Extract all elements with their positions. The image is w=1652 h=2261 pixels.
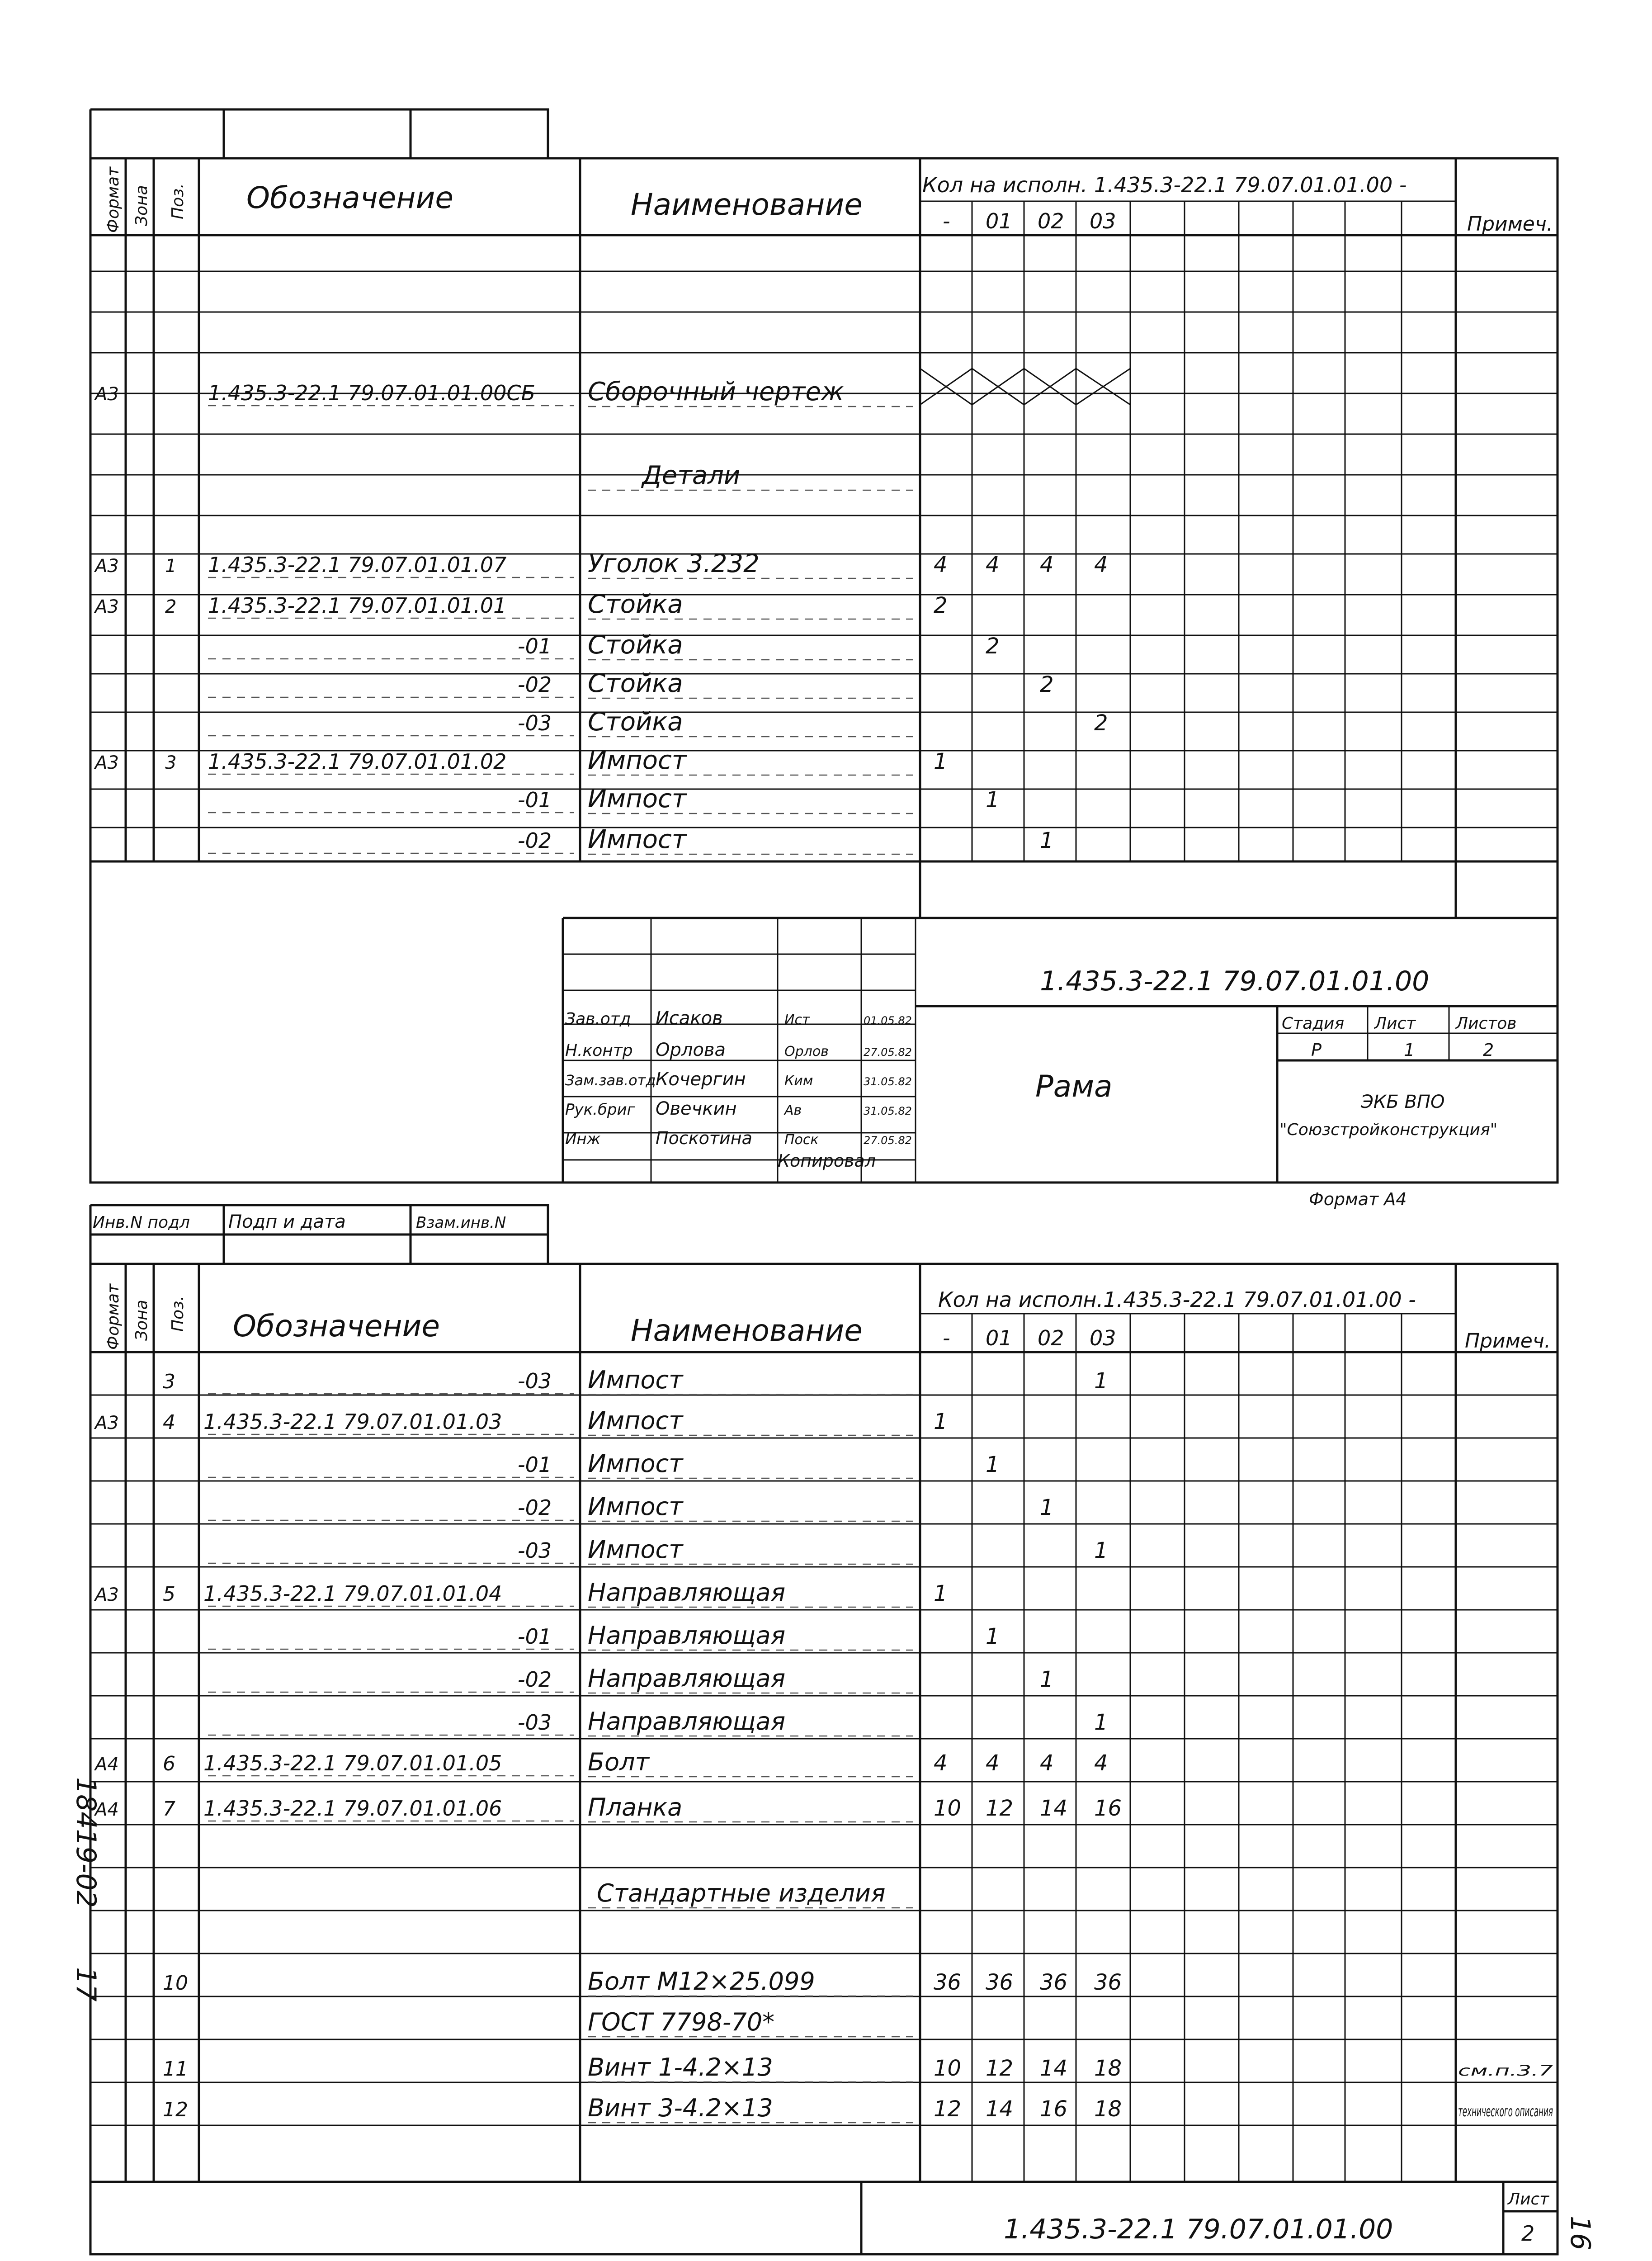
row-qty-1: 4 (986, 552, 1000, 577)
row-qty-3: 1 (1094, 1710, 1108, 1735)
row-name: Направляющая (588, 1578, 786, 1607)
inv-label: Инв.N подл (93, 1213, 190, 1232)
tb2-designation: 1.435.3-22.1 79.07.01.01.00 (1004, 2214, 1393, 2245)
row-format: A3 (95, 596, 119, 617)
row-name: Детали (642, 461, 741, 490)
org-line2: "Союзстройконструкция" (1279, 1121, 1498, 1139)
row-qty-0: 1 (934, 1581, 948, 1606)
row-qty-0: 4 (934, 552, 948, 577)
format-header-2: Формат (104, 1283, 123, 1350)
row-qty-1: 1 (986, 787, 1000, 813)
row-qty-0: 36 (934, 1970, 962, 1995)
roles-2: Зам.зав.отд (565, 1072, 656, 1089)
row-designation: 1.435.3-22.1 79.07.01.01.04 (203, 1581, 502, 1606)
row-pos: 11 (163, 2058, 188, 2081)
signature-0: Ист (784, 1012, 810, 1028)
name-header: Наименование (631, 187, 863, 222)
row-name: Импост (588, 825, 687, 854)
row-name: Направляющая (588, 1664, 786, 1693)
row-pos: 2 (165, 596, 177, 617)
row-designation: -01 (518, 788, 552, 812)
assembly-drawing-cross-marks (920, 369, 1130, 405)
roles-0: Зав.отд (565, 1010, 631, 1028)
date-0: 01.05.82 (864, 1014, 912, 1027)
page2-row-lines (90, 1395, 1558, 2182)
row-name: Импост (588, 1449, 683, 1478)
row-pos: 5 (163, 1583, 175, 1606)
row-qty-2: 16 (1040, 2096, 1068, 2122)
row-qty-1: 12 (986, 2056, 1014, 2081)
row-qty-0: 10 (934, 1796, 962, 1821)
date-3: 31.05.82 (864, 1105, 912, 1117)
row-name: ГОСТ 7798-70* (588, 2008, 775, 2036)
tb-designation: 1.435.3-22.1 79.07.01.01.00 (1040, 965, 1430, 997)
row-designation: 1.435.3-22.1 79.07.01.01.03 (203, 1410, 502, 1434)
variant-header-2-3: 03 (1090, 1326, 1116, 1350)
row-qty-3: 36 (1094, 1970, 1122, 1995)
stage-label: Стадия (1282, 1014, 1345, 1033)
variant-header-0: - (943, 209, 950, 233)
tb2-sheet-label: Лист (1508, 2190, 1549, 2209)
row-designation: -01 (518, 634, 552, 658)
row-designation: -02 (518, 828, 552, 853)
row-name: Стандартные изделия (597, 1879, 886, 1907)
row-qty-3: 1 (1094, 1368, 1108, 1394)
row-designation: 1.435.3-22.1 79.07.01.01.00СБ (208, 381, 536, 405)
row-name: Стойка (588, 669, 683, 698)
row-qty-1: 4 (986, 1750, 1000, 1776)
right-page-number: 16 (1564, 2216, 1596, 2251)
row-format: A4 (95, 1754, 119, 1775)
row-qty-1: 1 (986, 1624, 1000, 1649)
row-name: Импост (588, 1366, 683, 1394)
row-designation: -02 (518, 1667, 552, 1692)
row-pos: 10 (163, 1972, 188, 1995)
variant-header-2-0: - (943, 1326, 950, 1350)
row-qty-1: 12 (986, 1796, 1014, 1821)
row-designation: -02 (518, 1495, 552, 1520)
row-note: технического описания (1458, 2103, 1553, 2120)
row-designation: 1.435.3-22.1 79.07.01.01.05 (203, 1751, 502, 1775)
stage-value: Р (1311, 1040, 1322, 1060)
sheets-value: 2 (1483, 1040, 1494, 1060)
row-name: Планка (588, 1793, 683, 1821)
row-designation: -03 (518, 1538, 552, 1563)
signature-2: Ким (784, 1073, 813, 1089)
format-note-1: Формат А4 (1309, 1189, 1407, 1209)
signature-3: Ав (784, 1102, 802, 1118)
row-qty-1: 14 (986, 2096, 1014, 2122)
row-name: Стойка (588, 590, 683, 619)
names-1: Орлова (656, 1040, 726, 1060)
note-header: Примеч. (1467, 213, 1553, 236)
page-2 (90, 1205, 1558, 2254)
note-header-2: Примеч. (1465, 1329, 1551, 1353)
row-qty-3: 16 (1094, 1796, 1122, 1821)
row-pos: 7 (163, 1797, 175, 1821)
pos-header: Поз. (169, 183, 187, 219)
row-qty-3: 1 (1094, 1538, 1108, 1563)
names-3: Овечкин (656, 1098, 737, 1119)
row-name: Стойка (588, 630, 683, 660)
designation-header-2: Обозначение (233, 1309, 440, 1343)
row-designation: 1.435.3-22.1 79.07.01.01.06 (203, 1796, 502, 1821)
copied-label-1: Копировал (778, 1151, 876, 1171)
date-2: 31.05.82 (864, 1075, 912, 1088)
row-name: Импост (588, 746, 687, 775)
zone-header: Зона (132, 185, 151, 226)
row-designation: -01 (518, 1624, 552, 1649)
row-name: Направляющая (588, 1707, 786, 1736)
vzam-label: Взам.инв.N (416, 1214, 506, 1232)
row-qty-2: 14 (1040, 2056, 1068, 2081)
designation-header: Обозначение (246, 180, 453, 215)
row-pos: 4 (163, 1411, 175, 1434)
row-name: Направляющая (588, 1621, 786, 1650)
roles-1: Н.контр (565, 1041, 633, 1060)
row-designation: 1.435.3-22.1 79.07.01.01.01 (208, 593, 507, 618)
variant-header-1: 01 (986, 209, 1012, 233)
row-qty-2: 14 (1040, 1796, 1068, 1821)
row-name: Импост (588, 784, 687, 814)
zone-header-2: Зона (132, 1300, 151, 1341)
sheets-label: Листов (1456, 1014, 1517, 1033)
org-line1: ЭКБ ВПО (1361, 1092, 1445, 1112)
variant-header-2-1: 01 (986, 1326, 1012, 1350)
roles-3: Рук.бриг (565, 1101, 635, 1119)
row-name: Импост (588, 1406, 683, 1435)
row-name: Уголок 3.232 (588, 549, 760, 578)
row-qty-2: 1 (1040, 828, 1054, 853)
left-code: 18419-02 (70, 1777, 102, 1908)
row-pos: 1 (165, 556, 177, 577)
left-page-number: 17 (70, 1967, 102, 2002)
variant-header-2: 02 (1038, 209, 1064, 233)
row-note: см.п.3.7 (1458, 2062, 1554, 2079)
sheet-label: Лист (1374, 1014, 1416, 1033)
row-designation: 1.435.3-22.1 79.07.01.01.07 (208, 553, 507, 577)
pos-header-2: Поз. (169, 1296, 187, 1332)
names-4: Поскотина (656, 1128, 752, 1148)
row-designation: -03 (518, 1710, 552, 1735)
variant-header-3: 03 (1090, 209, 1116, 233)
signature-1: Орлов (784, 1044, 829, 1060)
margin-notes (70, 1777, 1596, 2250)
row-pos: 6 (163, 1752, 175, 1775)
row-name: Винт 3-4.2×13 (588, 2094, 773, 2122)
row-designation: -02 (518, 672, 552, 697)
row-qty-1: 2 (986, 634, 1000, 659)
row-designation: -01 (518, 1452, 552, 1477)
row-name: Сборочный чертеж (588, 377, 844, 407)
row-qty-1: 1 (986, 1452, 1000, 1477)
sign-date-label: Подп и дата (228, 1211, 346, 1232)
row-qty-3: 4 (1094, 1750, 1108, 1776)
row-format: A3 (95, 752, 119, 773)
row-qty-3: 18 (1094, 2056, 1122, 2081)
row-pos: 3 (165, 752, 177, 773)
name-header-2: Наименование (631, 1313, 863, 1348)
row-qty-0: 10 (934, 2056, 962, 2081)
row-qty-2: 4 (1040, 552, 1054, 577)
page1-title-block-text (565, 965, 1516, 1209)
row-qty-0: 4 (934, 1750, 948, 1776)
row-pos: 3 (163, 1370, 175, 1393)
qty-header: Кол на исполн. 1.435.3-22.1 79.07.01.01.00 - (922, 173, 1407, 197)
row-qty-1: 36 (986, 1970, 1014, 1995)
names-2: Кочергин (656, 1069, 746, 1090)
date-1: 27.05.82 (864, 1046, 912, 1059)
row-name: Винт 1-4.2×13 (588, 2053, 773, 2081)
row-qty-2: 1 (1040, 1495, 1054, 1520)
row-pos: 12 (163, 2098, 188, 2121)
tb2-sheet-value: 2 (1521, 2221, 1535, 2246)
row-designation: -03 (518, 1369, 552, 1393)
row-name: Импост (588, 1535, 683, 1564)
qty-header-2: Кол на исполн.1.435.3-22.1 79.07.01.01.00 - (938, 1287, 1416, 1312)
signature-4: Поск (784, 1132, 819, 1148)
row-designation: -03 (518, 711, 552, 735)
row-format: A3 (95, 384, 119, 405)
row-qty-0: 2 (934, 593, 948, 618)
row-qty-3: 18 (1094, 2096, 1122, 2122)
variant-header-2-2: 02 (1038, 1326, 1064, 1350)
format-header: Формат (104, 166, 123, 233)
date-4: 27.05.82 (864, 1134, 912, 1147)
row-qty-3: 4 (1094, 552, 1108, 577)
row-format: A4 (95, 1799, 119, 1820)
row-qty-2: 36 (1040, 1970, 1068, 1995)
row-name: Болт М12×25.099 (588, 1967, 815, 1996)
row-qty-2: 2 (1040, 672, 1054, 697)
row-format: A3 (95, 556, 119, 577)
row-format: A3 (95, 1585, 119, 1605)
row-qty-0: 1 (934, 749, 948, 774)
row-name: Болт (588, 1748, 650, 1776)
row-format: A3 (95, 1413, 119, 1433)
row-qty-0: 1 (934, 1409, 948, 1434)
row-qty-2: 1 (1040, 1667, 1054, 1692)
row-qty-0: 12 (934, 2096, 962, 2122)
tb-title: Рама (1035, 1069, 1113, 1104)
row-qty-3: 2 (1094, 710, 1108, 736)
row-qty-2: 4 (1040, 1750, 1054, 1776)
row-designation: 1.435.3-22.1 79.07.01.01.02 (208, 749, 507, 774)
roles-4: Инж (565, 1130, 601, 1148)
sheet-value: 1 (1404, 1040, 1415, 1060)
row-name: Импост (588, 1492, 683, 1521)
names-0: Исаков (656, 1008, 723, 1029)
row-name: Стойка (588, 707, 683, 737)
